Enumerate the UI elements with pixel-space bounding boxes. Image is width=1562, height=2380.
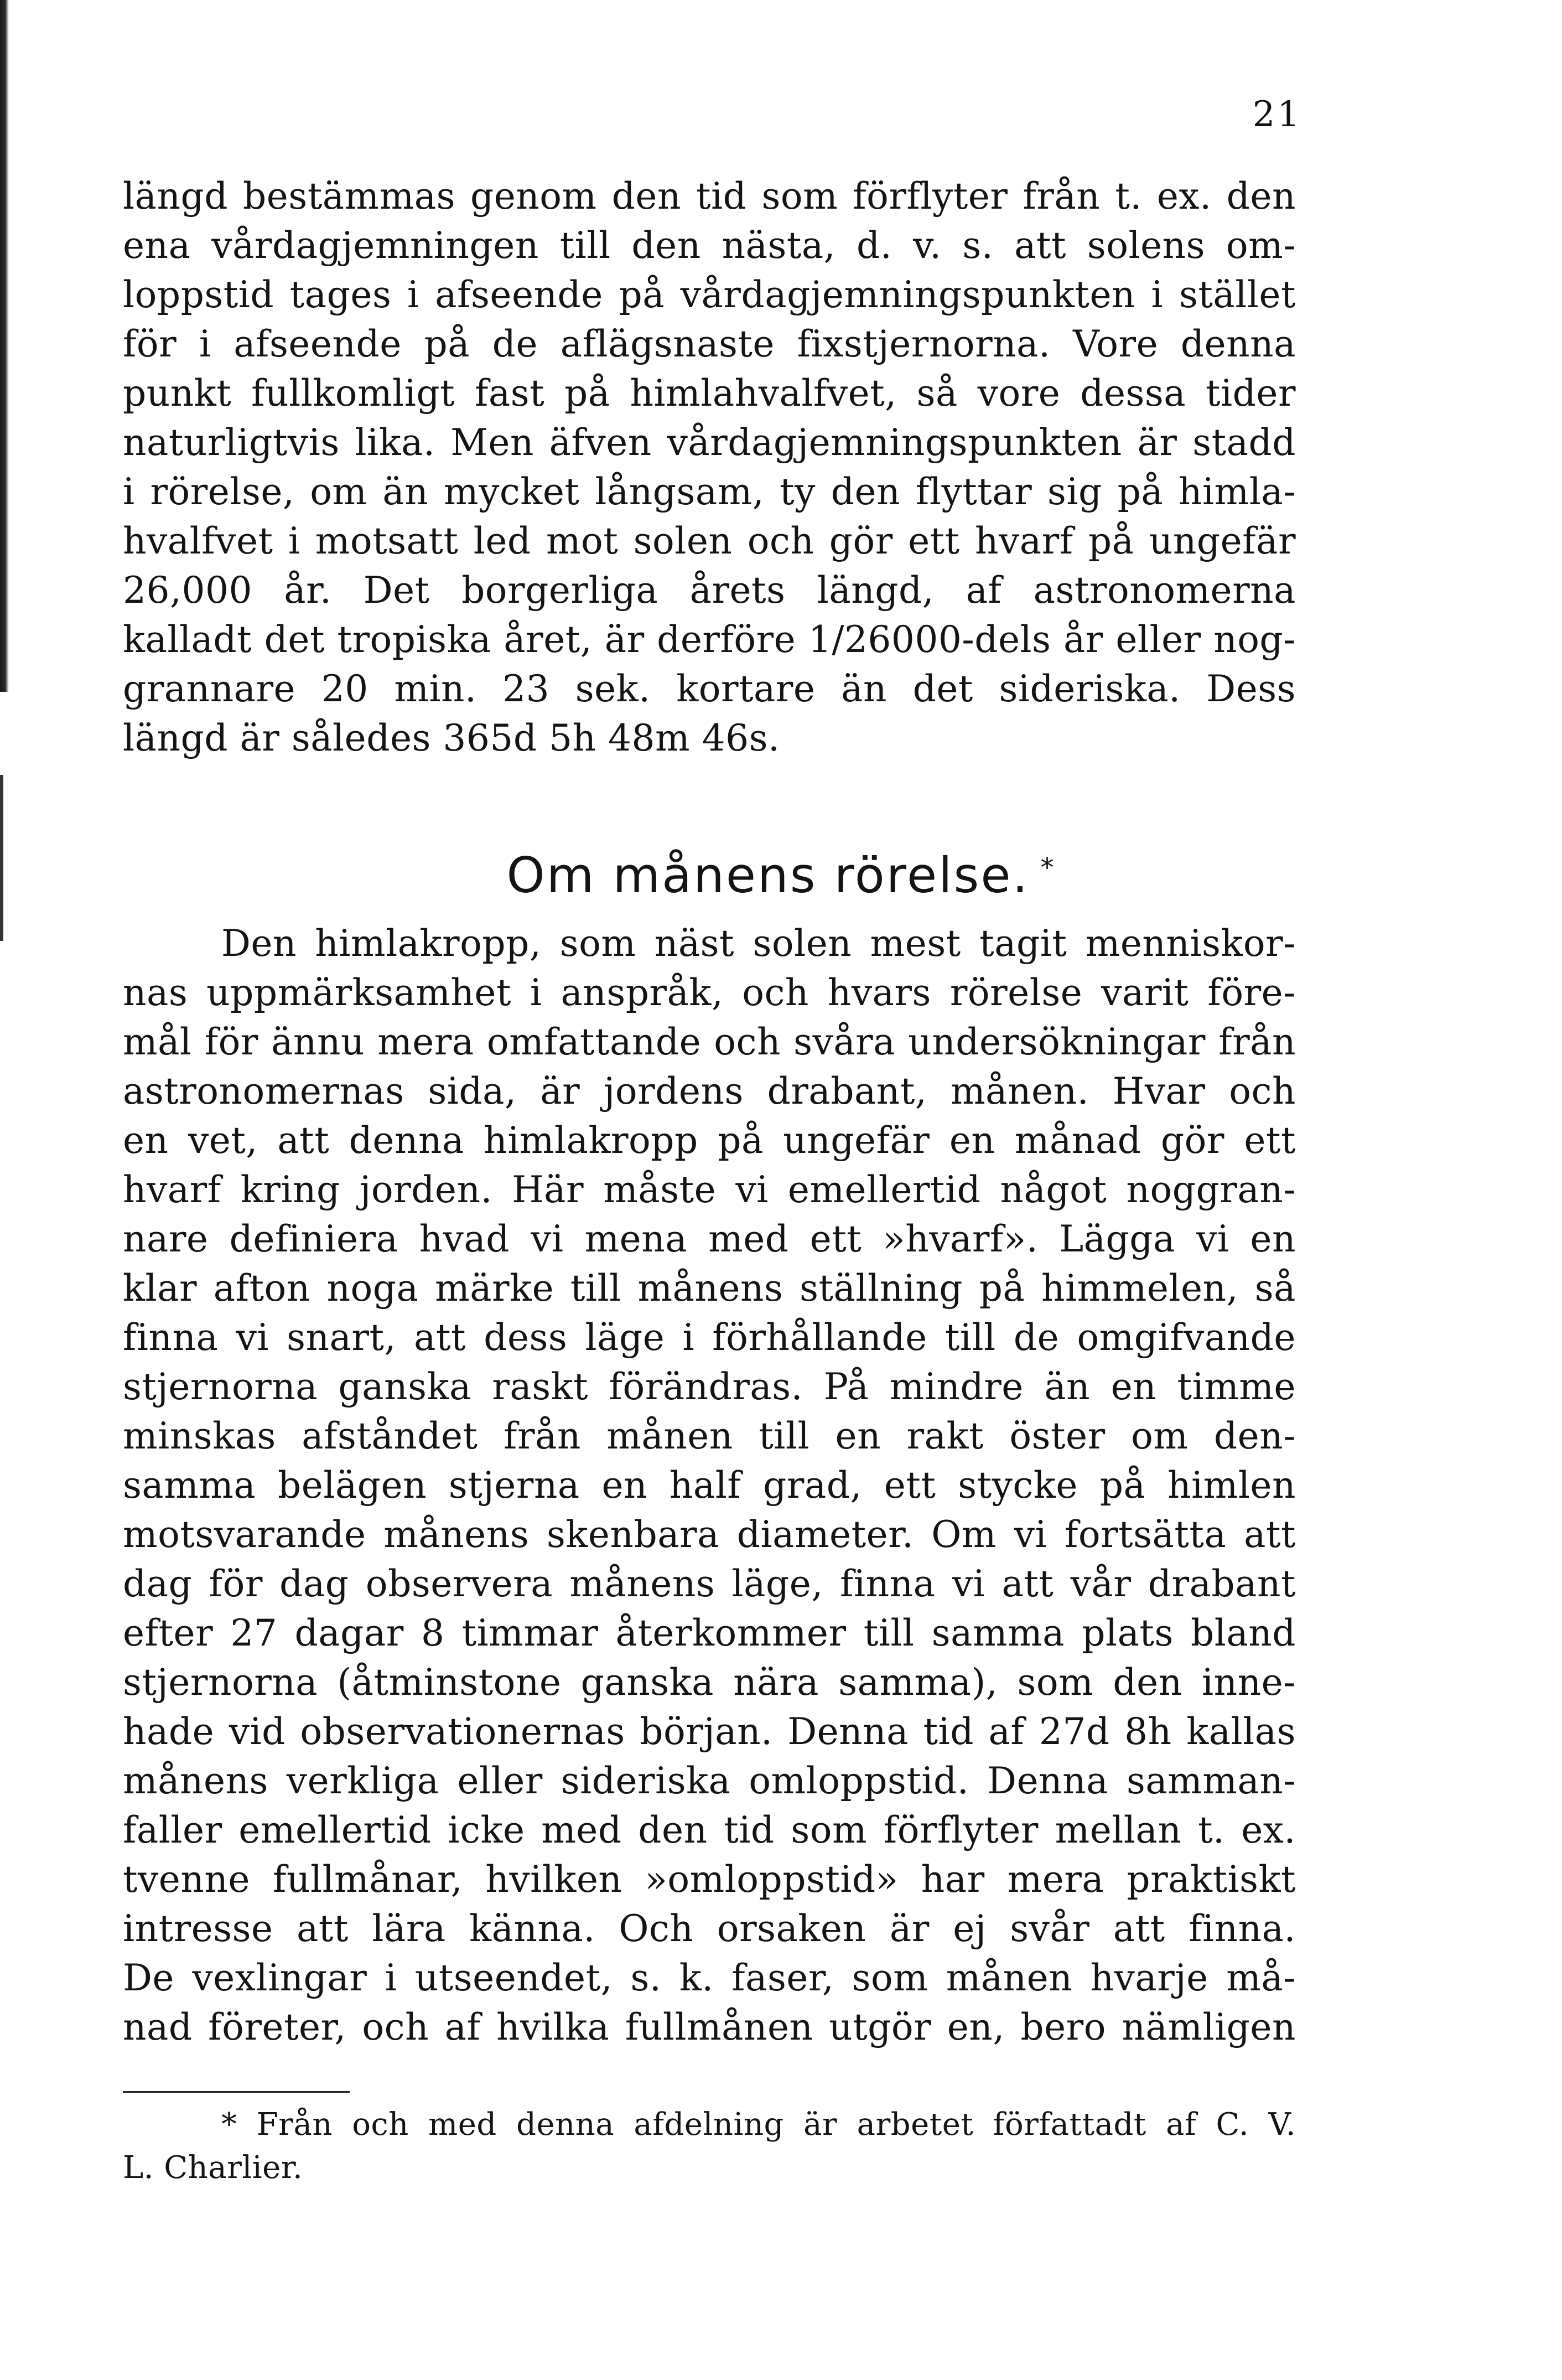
scan-page-edge-shadow [0,0,9,692]
text-line: tvenne fullmånar, hvilken »omloppstid» har mera praktiskt [123,1858,1296,1901]
text-line: faller emellertid icke med den tid som förflyter mellan t. ex. [123,1809,1296,1851]
text-line: Den himlakropp, som näst solen mest tagit menniskor- [221,922,1296,965]
text-line: kalladt det tropiska året, är derföre 1/26000-dels år eller nog- [123,618,1296,661]
text-line: finna vi snart, att dess läge i förhållande till de omgifvande [123,1316,1296,1359]
section-heading-title: Om månens rörelse. [506,847,1030,904]
text-line: 26,000 år. Det borgerliga årets längd, af astronomerna [123,569,1296,612]
text-line: mål för ännu mera omfattande och svåra undersökningar från [123,1021,1296,1063]
text-line: klar afton noga märke till månens ställning på himmelen, så [123,1267,1296,1310]
text-line: dag för dag observera månens läge, finna vi att vår drabant [123,1562,1296,1605]
text-line: nad företer, och af hvilka fullmånen utgör en, bero nämligen [123,2006,1296,2048]
section-heading [0,847,1562,904]
text-line: hade vid observationernas början. Denna tid af 27d 8h kallas [123,1710,1296,1753]
text-line: stjernorna ganska raskt förändras. På mindre än en timme [123,1365,1296,1408]
text-line: De vexlingar i utseendet, s. k. faser, som månen hvarje må- [123,1957,1296,1999]
text-line: punkt fullkomligt fast på himlahvalfvet, så vore dessa tider [123,372,1296,415]
text-line: samma belägen stjerna en half grad, ett stycke på himlen [123,1464,1296,1507]
text-line: hvalfvet i motsatt led mot solen och gör ett hvarf på ungefär [123,520,1296,562]
text-line: längd är således 365d 5h 48m 46s. [123,717,780,759]
text-line: minskas afståndet från månen till en rakt öster om den- [123,1415,1296,1457]
text-line: månens verkliga eller sideriska omloppstid. Denna samman- [123,1760,1296,1802]
text-line: nas uppmärksamhet i anspråk, och hvars rörelse varit före- [123,971,1296,1014]
text-line: en vet, att denna himlakropp på ungefär en månad gör ett [123,1119,1296,1162]
text-line: grannare 20 min. 23 sek. kortare än det sideriska. Dess [123,668,1296,710]
text-line: intresse att lära känna. Och orsaken är ej svår att finna. [123,1907,1296,1950]
text-line: hvarf kring jorden. Här måste vi emellertid något noggran- [123,1168,1296,1211]
text-line: motsvarande månens skenbara diameter. Om vi fortsätta att [123,1513,1296,1556]
text-line: i rörelse, om än mycket långsam, ty den flyttar sig på himla- [123,470,1296,513]
footnote-line: * Från och med denna afdelning är arbetet författadt af C. V. [221,2107,1296,2143]
text-line: naturligtvis lika. Men äfven vårdagjemningspunkten är stadd [123,421,1296,464]
text-line: ena vårdagjemningen till den nästa, d. v. s. att solens om- [123,224,1296,267]
paragraph-solar-year [123,172,1296,763]
text-line: för i afseende på de aflägsnaste fixstjernorna. Vore denna [123,323,1296,365]
text-line: loppstid tages i afseende på vårdagjemningspunkten i stället [123,273,1296,316]
text-line: astronomernas sida, är jordens drabant, månen. Hvar och [123,1070,1296,1113]
text-line: nare definiera hvad vi mena med ett »hvarf». Lägga vi en [123,1218,1296,1260]
paragraph-moon-motion [123,919,1296,2052]
footnote-marker: * [1040,852,1056,883]
footnote-separator [123,2091,350,2093]
text-line: stjernorna (åtminstone ganska nära samma), som den inne- [123,1661,1296,1704]
footnote [123,2103,1296,2190]
footnote-line: L. Charlier. [123,2150,303,2186]
page-number: 21 [1252,94,1302,135]
text-line: efter 27 dagar 8 timmar återkommer till samma plats bland [123,1612,1296,1654]
text-line: längd bestämmas genom den tid som förflyter från t. ex. den [123,175,1296,218]
